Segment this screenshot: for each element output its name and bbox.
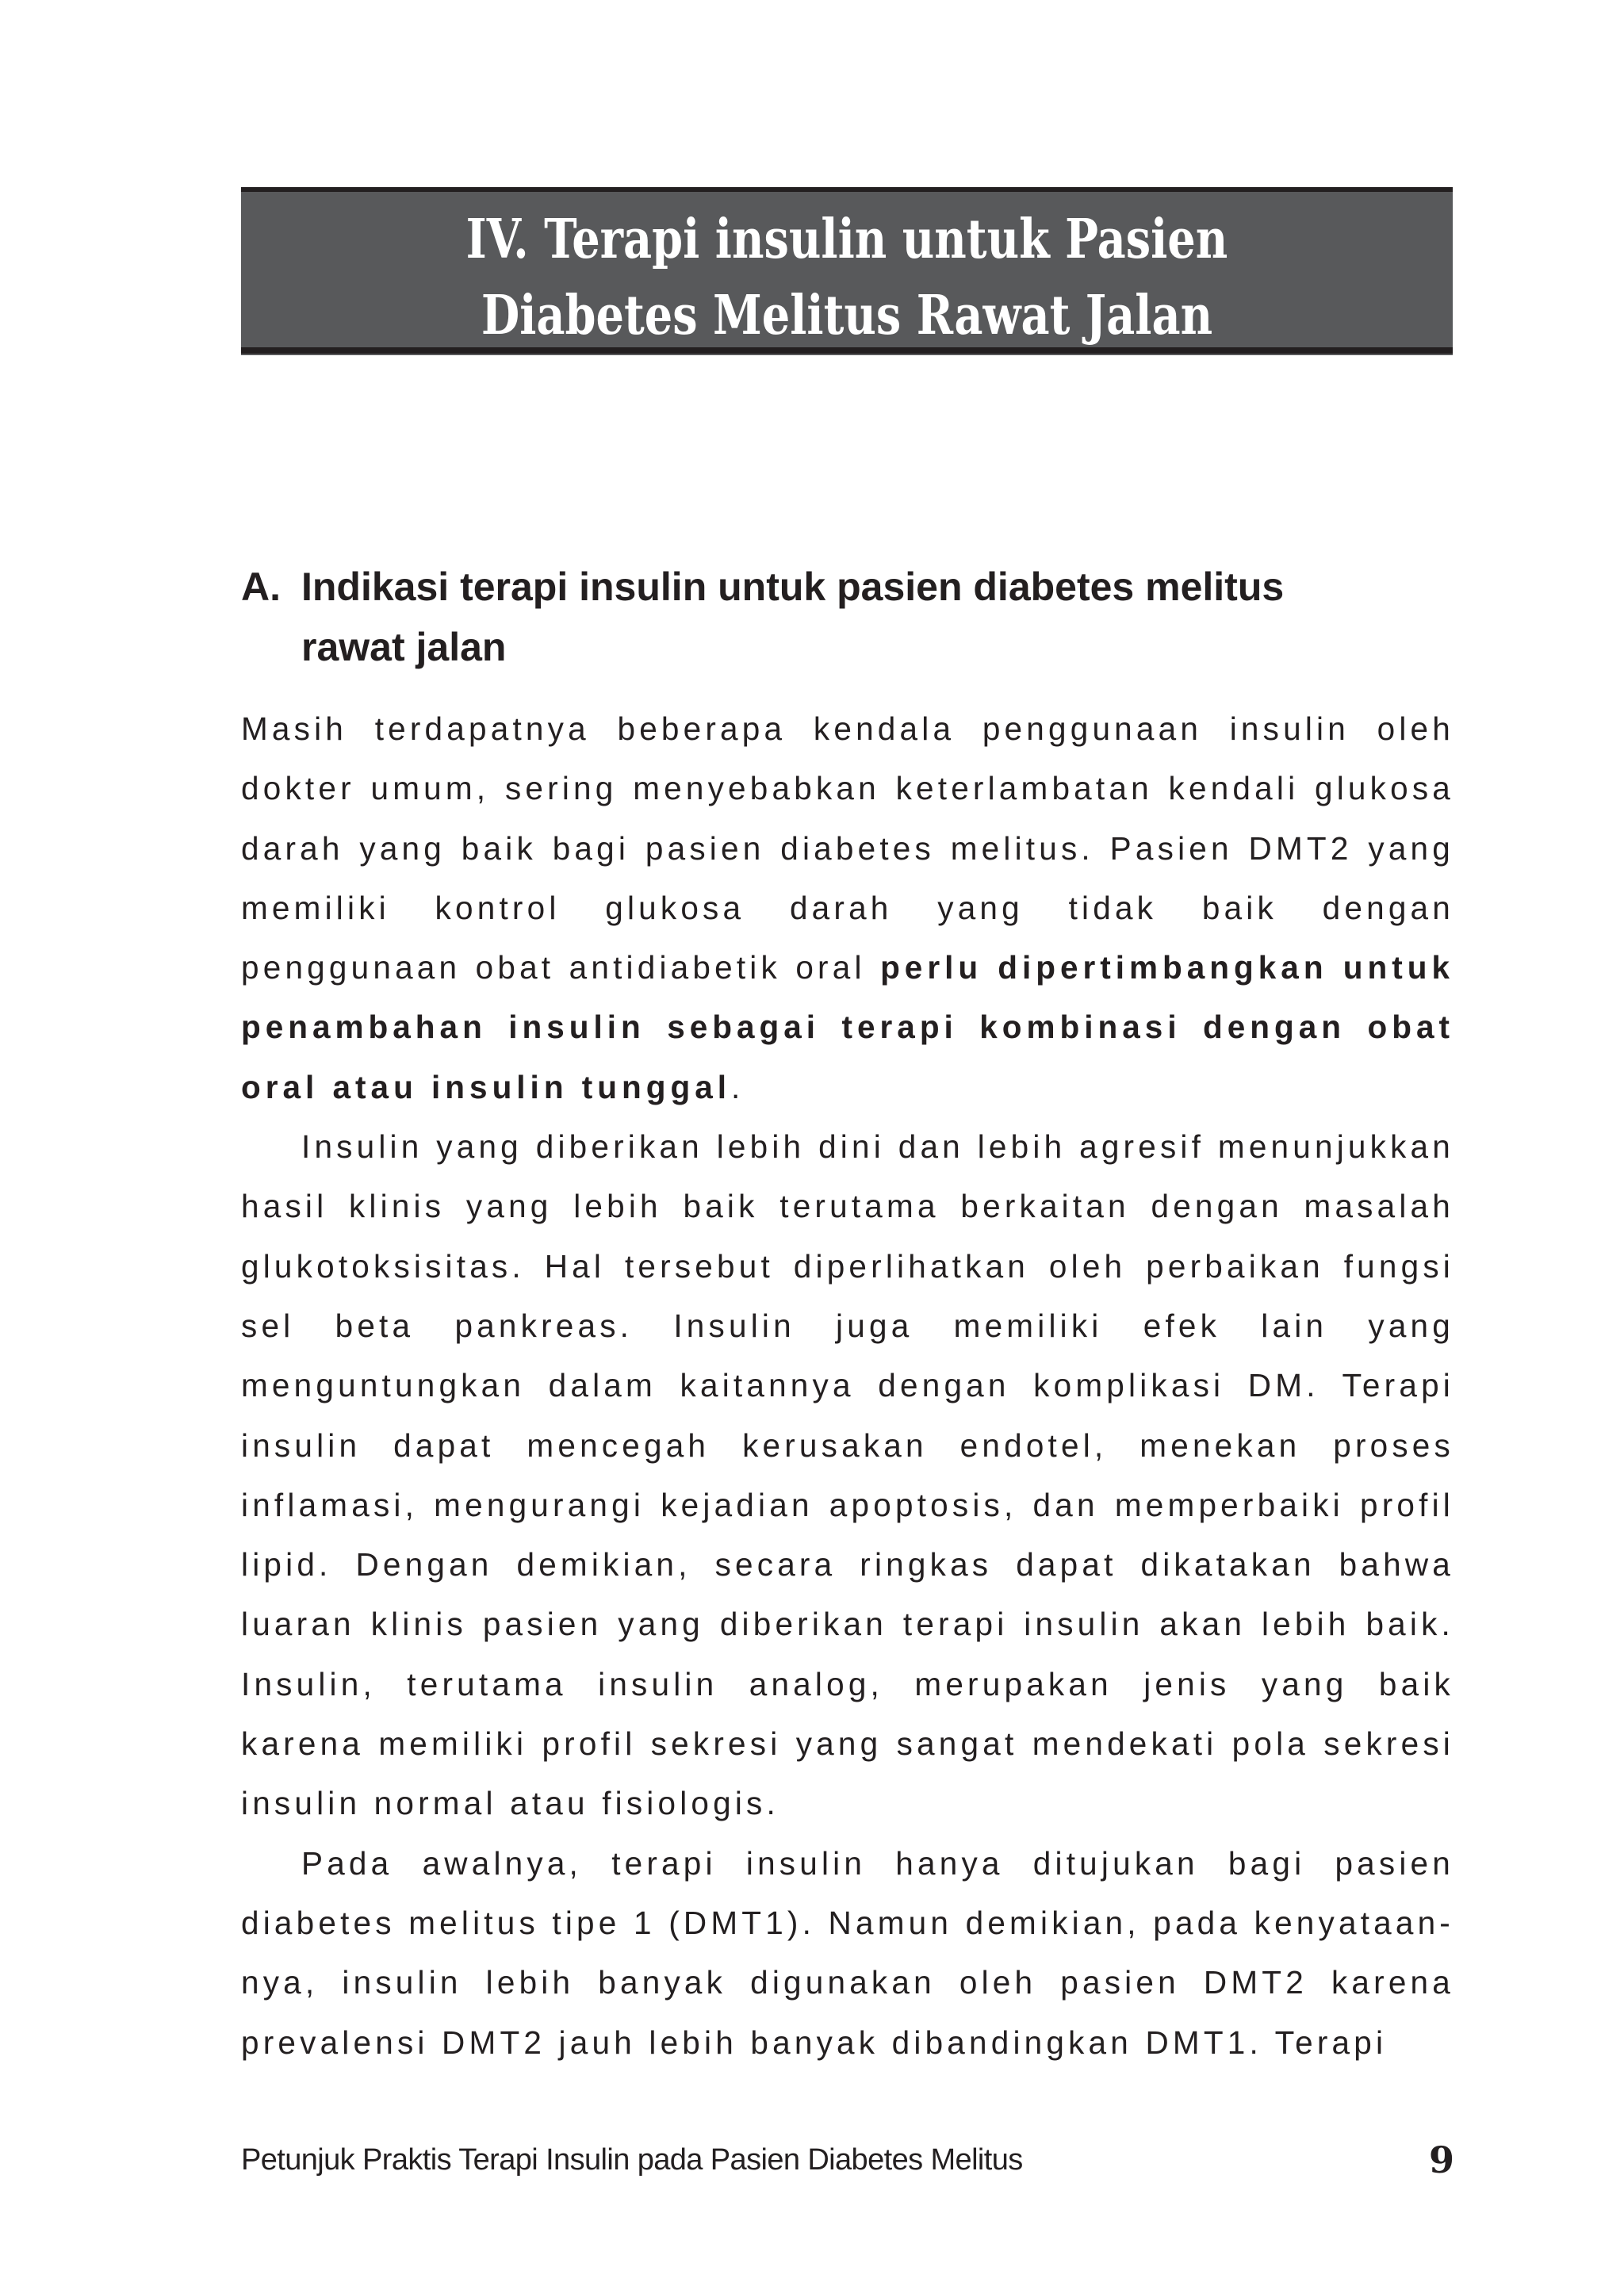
chapter-title-line-2: Diabetes Melitus Rawat Jalan (481, 284, 1213, 347)
page-number: 9 (1428, 2139, 1454, 2181)
paragraph-1-emphasis: perlu dipertimbangkan untuk penambahan insulin sebagai terapi kombinasi dengan obat oral atau insulin tunggal (241, 949, 1454, 1105)
paragraph-2: Insulin yang diberikan lebih dini dan lebih agresif menunjukkan hasil klinis yang lebih baik terutama berkaitan dengan masalah glukotoksisitas. Hal tersebut diperlihatkan oleh perbaikan fungsi sel beta pankreas. Insulin juga memiliki efek lain yang menguntungkan dalam kaitannya dengan komplikasi DM. Terapi insulin dapat mencegah kerusakan endotel, menekan proses inflamasi, mengurangi kejadian apoptosis, dan memperbaiki profil lipid. Dengan demikian, secara ringkas dapat dikatakan bahwa luaran klinis pasien yang diberikan terapi insulin akan lebih baik. Insulin, terutama insulin analog, merupakan jenis yang baik karena memiliki profil sekresi yang sangat mendekati pola sekresi insulin normal atau fisiologis. (241, 1128, 1454, 1822)
paragraph-3: Pada awalnya, terapi insulin hanya ditujukan bagi pasien diabetes melitus tipe 1 (DMT1). Namun demikian, pada kenyataan-nya, insulin lebih banyak digunakan oleh pasien DMT2 karena prevalensi DMT2 jauh lebih banyak dibandingkan DMT1. Terapi (241, 1844, 1454, 2061)
chapter-title (350, 201, 1344, 354)
section-title-line-1: Indikasi terapi insulin untuk pasien diabetes melitus (301, 565, 1285, 609)
section-heading (241, 557, 1454, 677)
paragraph-1-text: Masih terdapatnya beberapa kendala penggunaan insulin oleh dokter umum, sering menyebabkan keterlambatan kendali glukosa darah yang baik bagi pasien diabetes melitus. Pasien DMT2 yang memiliki kontrol glukosa darah yang tidak baik dengan penggunaan obat antidiabetik oral (241, 710, 1454, 986)
paragraph-1 (241, 699, 1454, 1117)
section-marker: A. (241, 565, 281, 609)
body-text (241, 699, 1454, 2073)
section-title-line-2: rawat jalan (301, 625, 507, 669)
chapter-title-line-1: IV. Terapi insulin untuk Pasien (465, 208, 1228, 271)
footer-book-title: Petunjuk Praktis Terapi Insulin pada Pasien Diabetes Melitus (241, 2143, 1023, 2177)
paragraph-1-end: . (731, 1068, 745, 1105)
